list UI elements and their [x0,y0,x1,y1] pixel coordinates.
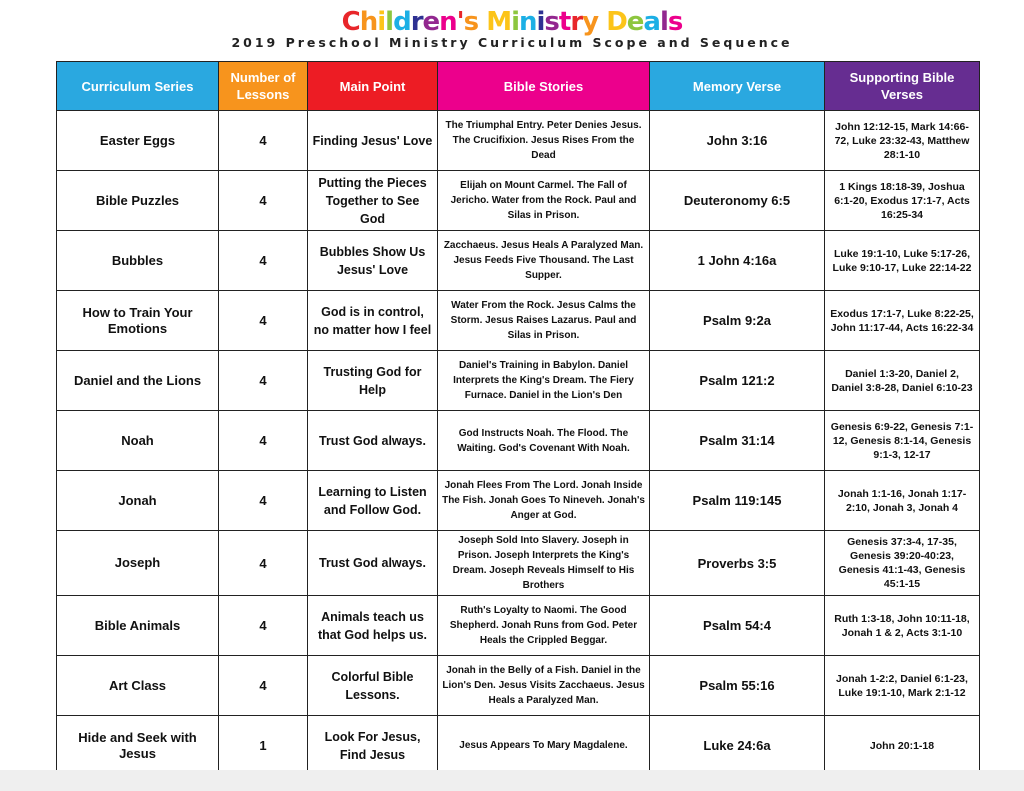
cell-lessons: 4 [219,531,308,596]
logo-letter: h [359,7,378,37]
cell-series: Bible Animals [57,596,219,656]
cell-verse: Psalm 31:14 [650,411,825,471]
cell-series: Bible Puzzles [57,171,219,231]
cell-verse: Psalm 55:16 [650,656,825,716]
cell-point: Trusting God for Help [308,351,438,411]
table-row [57,596,980,656]
cell-stories: Jonah in the Belly of a Fish. Daniel in the Lion's Den. Jesus Visits Zacchaeus. Jesus Heals a Paralyzed Man. [438,656,650,716]
table-row [57,351,980,411]
cell-point: Learning to Listen and Follow God. [308,471,438,531]
logo-letter: s [544,7,559,37]
cell-series: Joseph [57,531,219,596]
cell-lessons: 4 [219,656,308,716]
cell-support: Jonah 1-2:2, Daniel 6:1-23, Luke 19:1-10, Mark 2:1-12 [825,656,980,716]
cell-verse: Deuteronomy 6:5 [650,171,825,231]
cell-support: Genesis 6:9-22, Genesis 7:1-12, Genesis 8:1-14, Genesis 9:1-3, 12-17 [825,411,980,471]
cell-support: Daniel 1:3-20, Daniel 2, Daniel 3:8-28, Daniel 6:10-23 [825,351,980,411]
column-header-support: Supporting Bible Verses [825,62,980,111]
table-body [57,111,980,776]
cell-verse: Psalm 9:2a [650,291,825,351]
logo-letter: n [439,7,457,37]
cell-stories: The Triumphal Entry. Peter Denies Jesus. The Crucifixion. Jesus Rises From the Dead [438,111,650,171]
table-row [57,411,980,471]
cell-lessons: 4 [219,471,308,531]
logo-letter: l [385,7,394,37]
logo-letter: y [582,7,599,37]
column-header-point: Main Point [308,62,438,111]
cell-verse: 1 John 4:16a [650,231,825,291]
logo-letter: a [643,7,660,37]
table-row [57,111,980,171]
table-row [57,656,980,716]
logo-letter: M [486,7,512,37]
cell-support: Ruth 1:3-18, John 10:11-18, Jonah 1 & 2, Acts 3:1-10 [825,596,980,656]
cell-series: How to Train Your Emotions [57,291,219,351]
cell-point: Bubbles Show Us Jesus' Love [308,231,438,291]
cell-series: Daniel and the Lions [57,351,219,411]
cell-support: Exodus 17:1-7, Luke 8:22-25, John 11:17-44, Acts 16:22-34 [825,291,980,351]
cell-support: Genesis 37:3-4, 17-35, Genesis 39:20-40:23, Genesis 41:1-43, Genesis 45:1-15 [825,531,980,596]
logo-letter: ' [456,7,464,37]
cell-stories: Joseph Sold Into Slavery. Joseph in Prison. Joseph Interprets the King's Dream. Joseph Reveals Himself to His Brothers [438,531,650,596]
cell-verse: Proverbs 3:5 [650,531,825,596]
cell-lessons: 1 [219,716,308,776]
cell-point: Animals teach us that God helps us. [308,596,438,656]
table-row [57,291,980,351]
cell-support: Jonah 1:1-16, Jonah 1:17-2:10, Jonah 3, Jonah 4 [825,471,980,531]
logo-letter: l [659,7,668,37]
column-header-verse: Memory Verse [650,62,825,111]
logo-letter [478,8,486,36]
logo-letter: r [570,7,583,37]
cell-point: Look For Jesus, Find Jesus [308,716,438,776]
cell-stories: Jonah Flees From The Lord. Jonah Inside The Fish. Jonah Goes To Nineveh. Jonah's Anger at God. [438,471,650,531]
cell-stories: Ruth's Loyalty to Naomi. The Good Shepherd. Jonah Runs from God. Peter Heals the Crippled Beggar. [438,596,650,656]
logo-letter: s [667,7,683,37]
logo-letter: d [393,7,411,37]
cell-stories: God Instructs Noah. The Flood. The Waiting. God's Covenant With Noah. [438,411,650,471]
logo-letter [598,8,606,36]
table-row [57,716,980,776]
cell-verse: Psalm 121:2 [650,351,825,411]
logo-letter: n [518,7,537,37]
column-header-series: Curriculum Series [57,62,219,111]
logo-letter: C [341,7,360,37]
cell-point: Trust God always. [308,411,438,471]
table-row [57,531,980,596]
bottom-bar [0,770,1024,791]
table-row [57,471,980,531]
cell-series: Bubbles [57,231,219,291]
cell-point: Colorful Bible Lessons. [308,656,438,716]
cell-support: John 12:12-15, Mark 14:66-72, Luke 23:32-43, Matthew 28:1-10 [825,111,980,171]
table-header-row [57,62,980,111]
cell-stories: Daniel's Training in Babylon. Daniel Interprets the King's Dream. The Fiery Furnace. Daniel in the Lion's Den [438,351,650,411]
page-subtitle: 2019 Preschool Ministry Curriculum Scope and Sequence [231,35,793,50]
cell-verse: Luke 24:6a [650,716,825,776]
logo-letter: r [410,7,423,37]
cell-verse: John 3:16 [650,111,825,171]
cell-lessons: 4 [219,291,308,351]
logo [0,8,1024,36]
logo-letter: s [463,7,479,37]
cell-stories: Jesus Appears To Mary Magdalene. [438,716,650,776]
cell-lessons: 4 [219,596,308,656]
cell-point: Trust God always. [308,531,438,596]
cell-support: 1 Kings 18:18-39, Joshua 6:1-20, Exodus 17:1-7, Acts 16:25-34 [825,171,980,231]
cell-series: Hide and Seek with Jesus [57,716,219,776]
cell-stories: Water From the Rock. Jesus Calms the Storm. Jesus Raises Lazarus. Paul and Silas in Prison. [438,291,650,351]
cell-stories: Elijah on Mount Carmel. The Fall of Jericho. Water from the Rock. Paul and Silas in Prison. [438,171,650,231]
logo-letter: t [558,7,571,37]
cell-series: Art Class [57,656,219,716]
logo-letter: i [377,7,386,37]
logo-letter: i [536,7,545,37]
cell-lessons: 4 [219,111,308,171]
cell-series: Noah [57,411,219,471]
logo-letter: e [422,7,440,37]
column-header-lessons: Number of Lessons [219,62,308,111]
logo-letter: D [606,7,627,37]
cell-support: John 20:1-18 [825,716,980,776]
curriculum-table [56,61,980,776]
cell-verse: Psalm 54:4 [650,596,825,656]
cell-point: Putting the Pieces Together to See God [308,171,438,231]
cell-series: Jonah [57,471,219,531]
cell-point: God is in control, no matter how I feel [308,291,438,351]
column-header-stories: Bible Stories [438,62,650,111]
logo-letter: i [511,7,519,37]
cell-support: Luke 19:1-10, Luke 5:17-26, Luke 9:10-17, Luke 22:14-22 [825,231,980,291]
cell-lessons: 4 [219,231,308,291]
cell-lessons: 4 [219,411,308,471]
logo-letter: e [626,7,644,37]
cell-point: Finding Jesus' Love [308,111,438,171]
table-row [57,231,980,291]
cell-verse: Psalm 119:145 [650,471,825,531]
table-row [57,171,980,231]
cell-stories: Zacchaeus. Jesus Heals A Paralyzed Man. Jesus Feeds Five Thousand. The Last Supper. [438,231,650,291]
cell-lessons: 4 [219,351,308,411]
cell-series: Easter Eggs [57,111,219,171]
cell-lessons: 4 [219,171,308,231]
